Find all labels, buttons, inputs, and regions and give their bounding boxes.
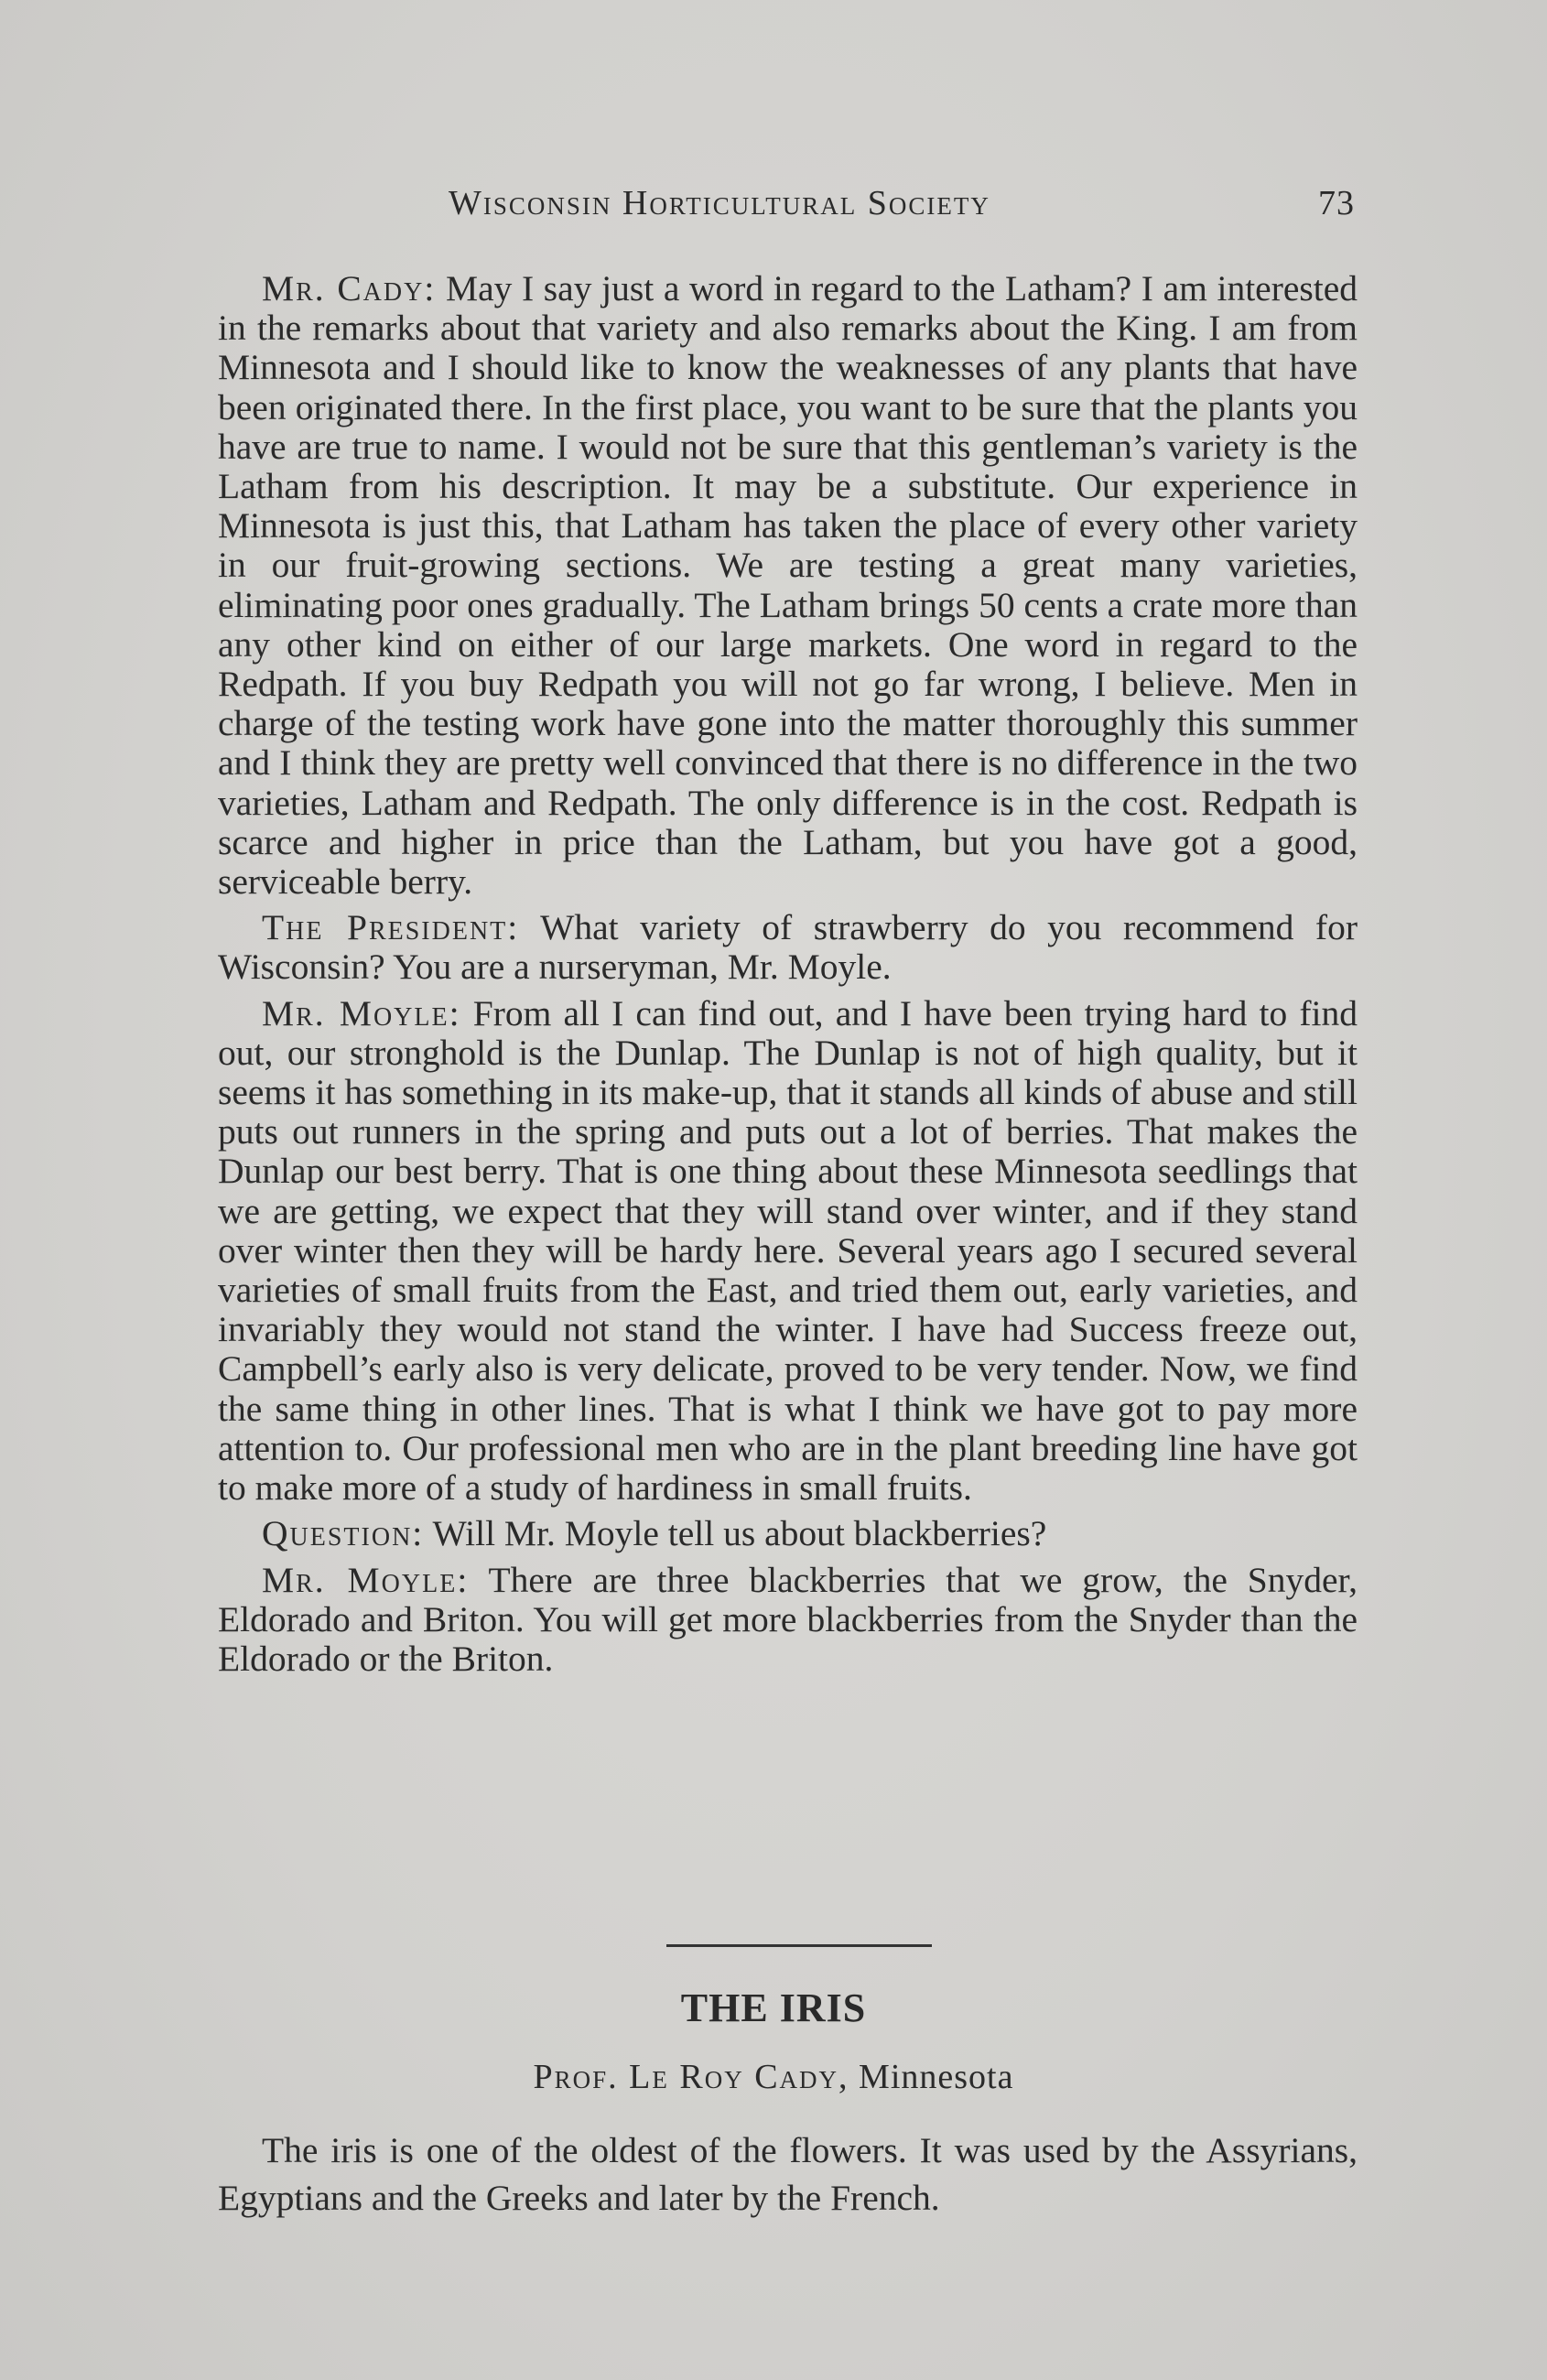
running-head	[220, 183, 1355, 229]
article-body	[218, 2126, 1358, 2222]
speech-text: Will Mr. Moyle tell us about blackberries?	[432, 1513, 1047, 1554]
speaker-label: The President:	[262, 907, 520, 948]
speaker-label: Mr. Cady:	[262, 268, 437, 308]
speech-text: May I say just a word in regard to the Latham? I am interested in the remarks about that variety and also remarks about the King. I am from Minnesota and I should like to know the weaknesses of any plants that have been originated there. In the first place, you want to be sure that the plants you have are true to name. I would not be sure that this gentleman’s variety is the Latham from his description. It may be a substitute. Our experience in Minnesota is just this, that Latham has taken the place of every other variety in our fruit-growing sections. We are testing a great many varieties, eliminating poor ones gradually. The Latham brings 50 cents a crate more than any other kind on either of our large markets. One word in regard to the Redpath. If you buy Redpath you will not go far wrong, I believe. Men in charge of the testing work have gone into the matter thoroughly this summer and I think they are pretty well convinced that there is no difference in the two varieties, Latham and Redpath. The only difference is in the cost. Redpath is scarce and higher in price than the Latham, but you have got a good, serviceable berry.	[218, 268, 1358, 903]
article-byline	[0, 2057, 1547, 2097]
dialogue-paragraph	[218, 1561, 1358, 1680]
discussion-text	[218, 269, 1358, 1685]
dialogue-paragraph	[218, 994, 1358, 1509]
byline-place: Minnesota	[859, 2058, 1014, 2096]
page-number: 73	[1318, 184, 1355, 222]
dialogue-paragraph	[218, 269, 1358, 902]
dialogue-paragraph	[218, 1514, 1358, 1553]
speaker-label: Mr. Moyle:	[262, 1559, 470, 1600]
speech-text: From all I can find out, and I have been trying hard to find out, our stronghold is the Dunlap. The Dunlap is not of high quality, but it seems it has something in its make-up, that it stands all kinds of abuse and still puts out runners in the spring and puts out a lot of berries. That makes the Dunlap our best berry. That is one thing about these Minnesota seedlings that we are getting, we expect that they will stand over winter, and if they stand over winter then they will be hardy here. Several years ago I secured several varieties of small fruits from the East, and tried them out, early varieties, and invariably they would not stand the winter. I have had Success freeze out, Campbell’s early also is very delicate, proved to be very tender. Now, we find the same thing in other lines. That is what I think we have got to pay more attention to. Our professional men who are in the plant breeding line have got to make more of a study of hardiness in small fruits.	[218, 992, 1358, 1509]
running-head-title: Wisconsin Horticultural Society	[449, 184, 990, 222]
byline-author: Prof. Le Roy Cady,	[533, 2058, 849, 2096]
speaker-label: Question:	[262, 1513, 425, 1554]
speech-text: What variety of strawberry do you recommend for Wisconsin? You are a nurseryman, Mr. Moyle.	[218, 907, 1358, 988]
dialogue-paragraph	[218, 908, 1358, 987]
section-divider	[666, 1944, 932, 1947]
speaker-label: Mr. Moyle:	[262, 992, 461, 1033]
article-paragraph: The iris is one of the oldest of the flowers. It was used by the Assyrians, Egyptians and the Greeks and later by the French.	[218, 2130, 1358, 2218]
article-title: THE IRIS	[680, 1985, 867, 2030]
speech-text: There are three blackberries that we grow, the Snyder, Eldorado and Briton. You will get more blackberries from the Snyder than the Eldorado or the Briton.	[218, 1559, 1358, 1679]
